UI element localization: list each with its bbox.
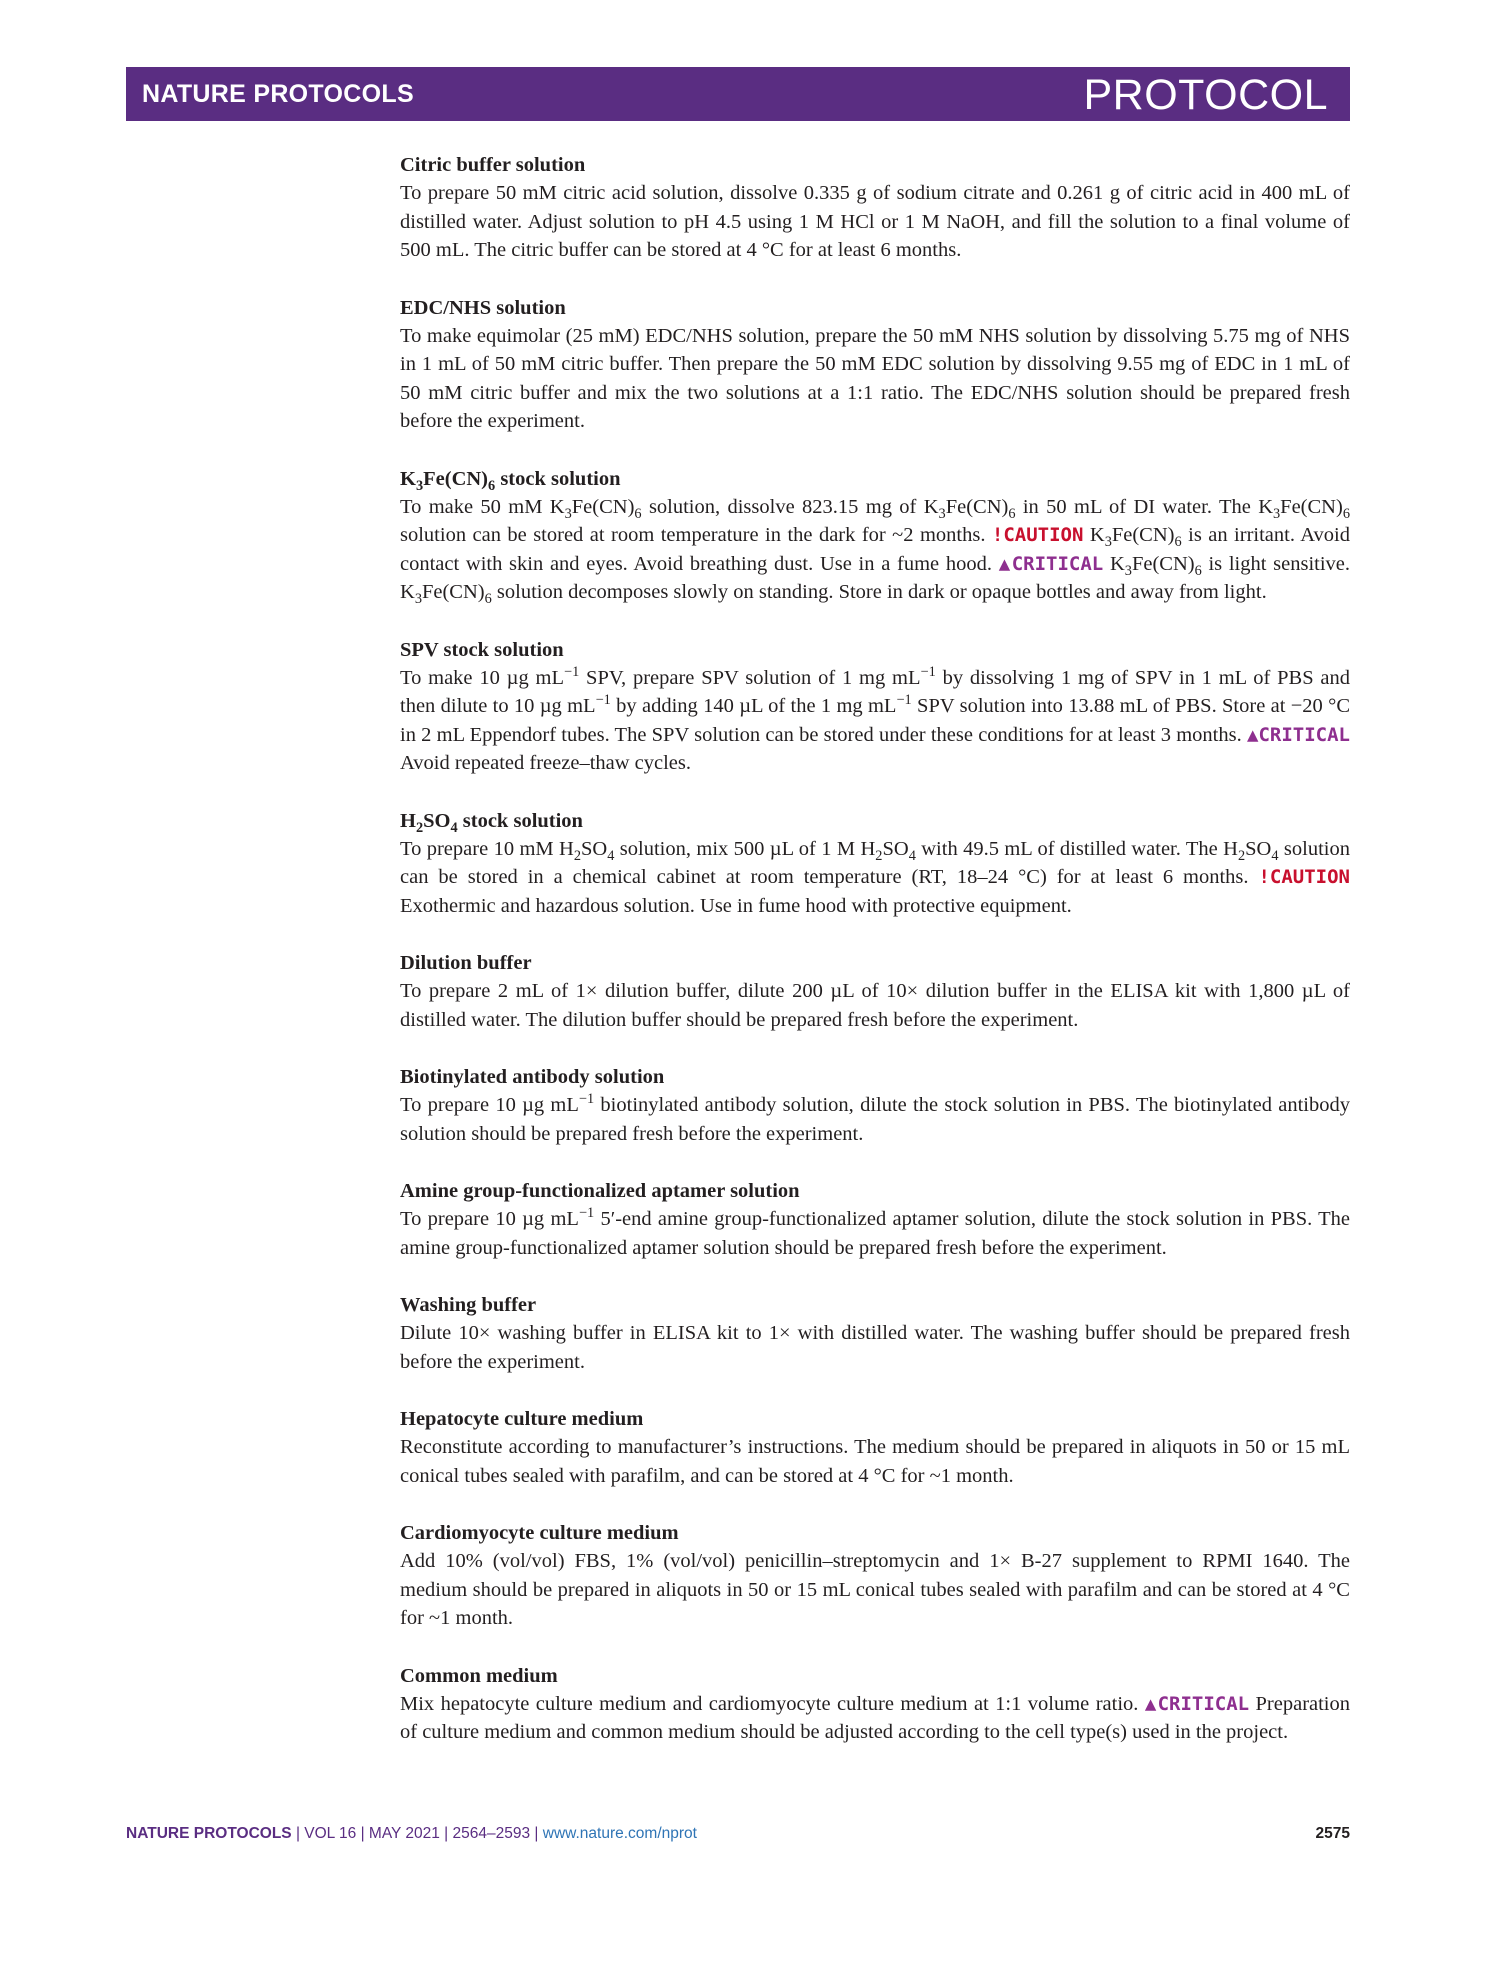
section-body: Reconstitute according to manufacturer’s instructions. The medium should be prepared in aliquots in 50 or 15 mL conical tubes sealed with parafilm, and can be stored at 4 °C for ~1 month. [400,1436,1350,1487]
page-footer: NATURE PROTOCOLS | VOL 16 | MAY 2021 | 2564–2593 | www.nature.com/nprot 2575 [126,1825,1350,1842]
section-washing-buffer [400,1291,1350,1376]
section-title: Dilution buffer [400,952,532,974]
critical-label: ▲CRITICAL [1144,1692,1250,1715]
section-dilution-buffer [400,949,1350,1034]
section-edc-nhs [400,294,1350,436]
section-body: Add 10% (vol/vol) FBS, 1% (vol/vol) penicillin–streptomycin and 1× B-27 supplement to RPMI 1640. The medium should be prepared in aliquots in 50 or 15 mL conical tubes sealed with parafilm and can be stored at 4 °C for ~1 month. [400,1550,1350,1629]
section-title: $K_3Fe(CN)_6$ stock solution [400,467,621,494]
section-k3fecn6 [400,465,1350,607]
section-h2so4-stock [400,807,1350,921]
section-citric-buffer [400,151,1350,265]
journal-header-bar [126,67,1350,121]
section-body: To prepare 2 mL of 1× dilution buffer, dilute 200 µL of 10× dilution buffer in the ELISA kit with 1,800 µL of distilled water. The dilution buffer should be prepared fresh before the experiment. [400,980,1350,1031]
section-body: To make 10 µg $mL^{-1}$ SPV, prepare SPV solution of 1 mg $mL^{-1}$ by dissolving 1 mg of SPV in 1 mL of PBS and then dilute to 10 µg $mL^{-1}$ by adding 140 µL of the 1 mg $mL^{-1}$ SPV solution into 13.88 mL of PBS. Store at −20 °C in 2 mL Eppendorf tubes. The SPV solution can be stored under these conditions for at least 3 months. ▲CRITICAL Avoid repeated freeze–thaw cycles. [400,663,1351,774]
footer-pages: 2564–2593 [452,1825,531,1842]
footer-volume: VOL 16 [304,1825,357,1842]
section-title: Amine group-functionalized aptamer solution [400,1180,800,1202]
section-title: Washing buffer [400,1294,537,1316]
section-title: Cardiomyocyte culture medium [400,1522,679,1544]
section-body: To prepare 50 mM citric acid solution, dissolve 0.335 g of sodium citrate and 0.261 g of citric acid in 400 mL of distilled water. Adjust solution to pH 4.5 using 1 M HCl or 1 M NaOH, and fill the solution to a final volume of 500 mL. The citric buffer can be stored at 4 °C for at least 6 months. [400,182,1350,261]
section-title: SPV stock solution [400,638,564,661]
section-title: Biotinylated antibody solution [400,1066,665,1088]
section-title: Common medium [400,1664,558,1687]
section-title: $H_2SO_4$ stock solution [400,809,583,836]
section-body: To make 50 mM $K_3Fe(CN)_6$ solution, dissolve 823.15 mg of $K_3Fe(CN)_6$ in 50 mL of DI water. The $K_3Fe(CN)_6$ solution can be stored at room temperature in the dark for ~2 months. !CAUTION $K_3Fe(CN)_6$ is an irritant. Avoid contact with skin and eyes. Avoid breathing dust. Use in a fume hood. ▲CRITICAL $K_3Fe(CN)_6$ is light sensitive. $K_3Fe(CN)_6$ solution decomposes slowly on standing. Store in dark or opaque bottles and away from light. [400,495,1351,608]
section-title: Hepatocyte culture medium [400,1408,644,1430]
section-biotinylated-antibody [400,1063,1350,1148]
section-common-medium [400,1662,1350,1747]
main-content [400,151,1350,1776]
section-aptamer-solution [400,1177,1350,1262]
section-title: Citric buffer solution [400,154,586,176]
journal-name: NATURE PROTOCOLS [142,80,414,108]
footer-url-link[interactable]: www.nature.com/nprot [542,1825,697,1842]
page-number: 2575 [1315,1825,1350,1842]
section-body: Mix hepatocyte culture medium and cardiomyocyte culture medium at 1:1 volume ratio. ▲CRITICAL Preparation of culture medium and common medium should be adjusted according to the cell type(s) used in the project. [400,1692,1351,1743]
footer-journal: NATURE PROTOCOLS [126,1825,292,1842]
caution-label: !CAUTION [1258,866,1350,888]
section-body: To make equimolar (25 mM) EDC/NHS solution, prepare the 50 mM NHS solution by dissolving 5.75 mg of NHS in 1 mL of 50 mM citric buffer. Then prepare the 50 mM EDC solution by dissolving 9.55 mg of EDC in 1 mL of 50 mM citric buffer and mix the two solutions at a 1:1 ratio. The EDC/NHS solution should be prepared fresh before the experiment. [400,324,1350,432]
section-body: To prepare 10 µg $mL^{-1}$ biotinylated antibody solution, dilute the stock solution in PBS. The biotinylated antibody solution should be prepared fresh before the experiment. [400,1091,1350,1145]
section-cardiomyocyte-medium [400,1519,1350,1633]
section-hepatocyte-medium [400,1405,1350,1490]
article-type: PROTOCOL [1083,71,1328,119]
section-spv-stock [400,636,1350,778]
section-title: EDC/NHS solution [400,296,566,319]
critical-label: ▲CRITICAL [998,552,1104,575]
caution-label: !CAUTION [991,524,1084,546]
section-body: To prepare 10 mM $H_2SO_4$ solution, mix 500 µL of 1 M $H_2SO_4$ with 49.5 mL of distilled water. The $H_2SO_4$ solution can be stored in a chemical cabinet at room temperature (RT, 18–24 °C) for at least 6 months. !CAUTION Exothermic and hazardous solution. Use in fume hood with protective equipment. [400,837,1350,917]
section-body: To prepare 10 µg $mL^{-1}$ 5′-end amine group-functionalized aptamer solution, dilute the stock solution in PBS. The amine group-functionalized aptamer solution should be prepared fresh before the experiment. [400,1205,1350,1259]
footer-date: MAY 2021 [368,1825,440,1842]
section-body: Dilute 10× washing buffer in ELISA kit to 1× with distilled water. The washing buffer should be prepared fresh before the experiment. [400,1322,1350,1373]
critical-label: ▲CRITICAL [1246,723,1351,746]
